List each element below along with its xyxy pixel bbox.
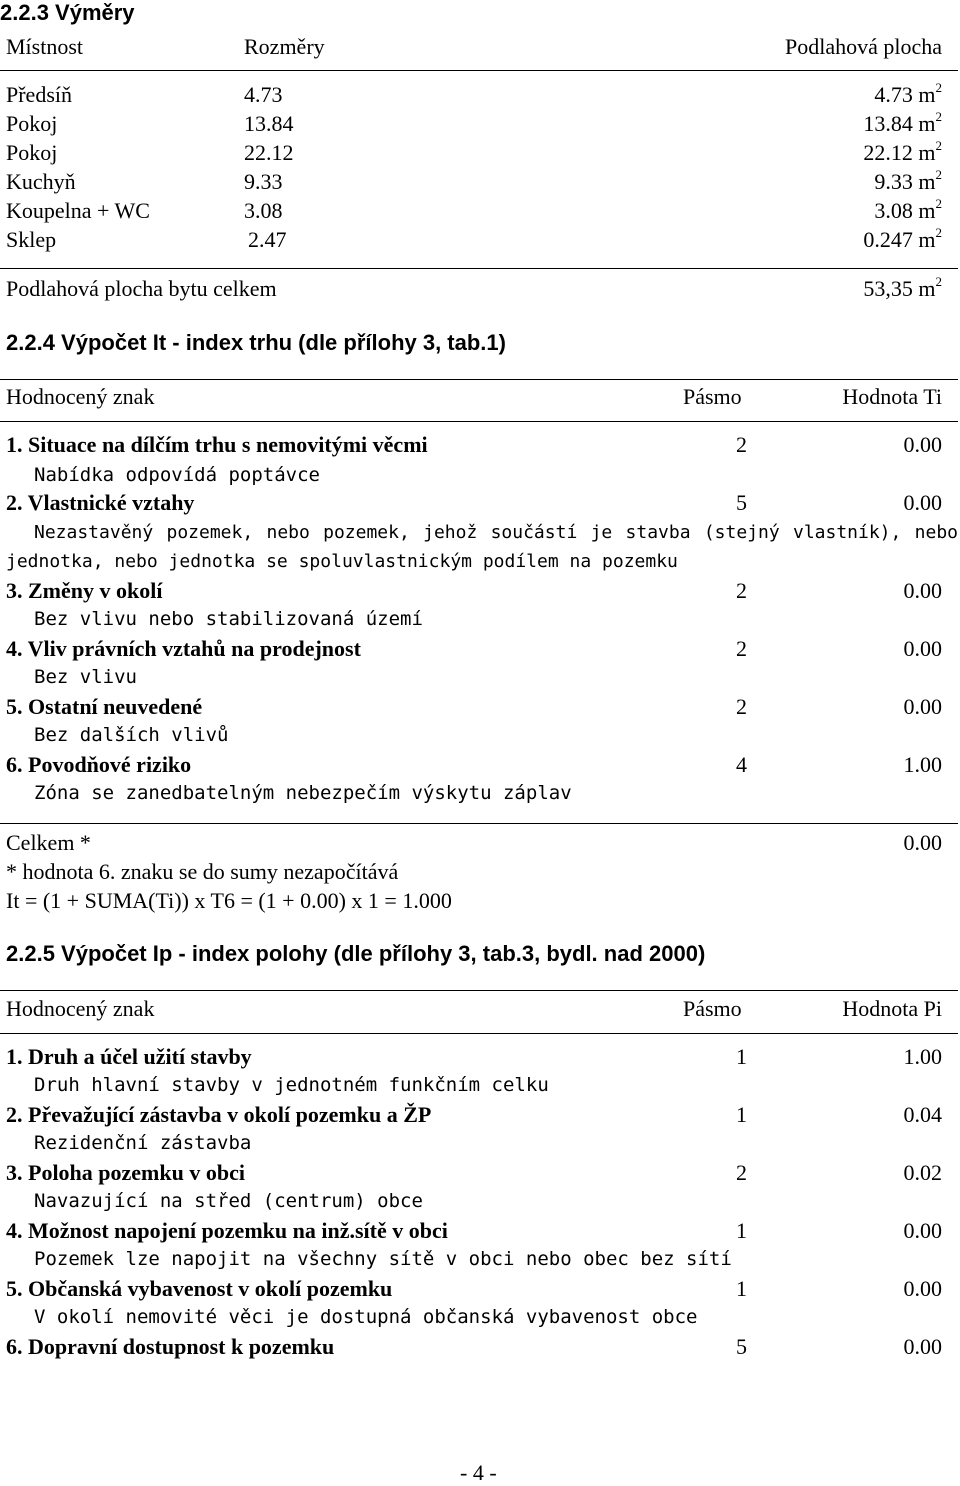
item-desc: Bez vlivu nebo stabilizovaná území: [34, 608, 423, 630]
it-heading: 2.2.4 Výpočet It - index trhu (dle přílohy 3, tab.1): [6, 330, 506, 355]
col-header-area: Podlahová plocha: [784, 34, 942, 59]
item-desc: Bez vlivu: [34, 666, 137, 688]
item-title: 4. Vliv právních vztahů na prodejnost: [6, 636, 361, 661]
item-hodnota: 0.00: [903, 490, 942, 515]
room-dims: 4.73: [244, 82, 283, 107]
item-desc: Nabídka odpovídá poptávce: [34, 464, 320, 486]
total-area-label: Podlahová plocha bytu celkem: [6, 276, 277, 301]
divider: [0, 268, 958, 269]
it-total-value: 0.00: [903, 830, 942, 855]
item-pasmo: 4: [736, 752, 747, 777]
room-dims: 3.08: [244, 198, 283, 223]
col-header-room: Místnost: [6, 34, 84, 59]
item-desc: V okolí nemovité věci je dostupná občanská vybavenost obce: [34, 1306, 698, 1328]
item-pasmo: 1: [736, 1044, 747, 1069]
item-pasmo: 1: [736, 1276, 747, 1301]
item-hodnota: 0.02: [903, 1160, 942, 1185]
vymery-heading: 2.2.3 Výměry: [0, 0, 135, 25]
divider: [0, 70, 958, 71]
room-area: 13.84 $m^2$: [863, 109, 942, 136]
divider: [0, 990, 958, 991]
room-area: 9.33 $m^2$: [874, 167, 942, 194]
room-name: Pokoj: [6, 140, 58, 165]
col-header-hodnota: Hodnota Ti: [842, 384, 942, 409]
item-title: 4. Možnost napojení pozemku na inž.sítě v obci: [6, 1218, 448, 1243]
col-header-pasmo: Pásmo: [683, 384, 742, 409]
item-desc-continued: jednotka, nebo jednotka se spoluvlastnickým podílem na pozemku: [6, 551, 678, 572]
col-header-znak: Hodnocený znak: [6, 384, 155, 409]
room-dims: 9.33: [244, 169, 283, 194]
room-area: 3.08 $m^2$: [874, 196, 942, 223]
item-pasmo: 2: [736, 694, 747, 719]
item-hodnota: 0.00: [903, 578, 942, 603]
item-pasmo: 2: [736, 636, 747, 661]
item-pasmo: 2: [736, 432, 747, 457]
room-name: Předsíň: [6, 82, 72, 107]
item-title: 5. Ostatní neuvedené: [6, 694, 203, 719]
room-area: 22.12 $m^2$: [863, 138, 942, 165]
room-area: 4.73 $m^2$: [874, 80, 942, 107]
item-title: 3. Poloha pozemku v obci: [6, 1160, 245, 1185]
item-desc: Bez dalších vlivů: [34, 724, 229, 746]
item-pasmo: 5: [736, 1334, 747, 1359]
room-name: Kuchyň: [6, 169, 76, 194]
divider: [0, 379, 958, 380]
col-header-znak: Hodnocený znak: [6, 996, 155, 1021]
divider: [0, 823, 958, 824]
page-number: - 4 -: [460, 1460, 497, 1485]
it-total-label: Celkem *: [6, 830, 91, 855]
room-dims: 13.84: [244, 111, 294, 136]
divider: [0, 1033, 958, 1034]
item-desc: Nezastavěný pozemek, nebo pozemek, jehož součástí je stavba (stejný vlastník), nebo: [34, 522, 958, 543]
total-area-value: 53,35 $m^2$: [863, 274, 942, 301]
item-hodnota: 0.00: [903, 1276, 942, 1301]
it-formula: It = (1 + SUMA(Ti)) x T6 = (1 + 0.00) x 1 = 1.000: [6, 888, 452, 913]
item-title: 3. Změny v okolí: [6, 578, 163, 603]
room-dims: 2.47: [248, 227, 287, 252]
item-desc: Druh hlavní stavby v jednotném funkčním celku: [34, 1074, 549, 1096]
room-name: Koupelna + WC: [6, 198, 150, 223]
item-pasmo: 1: [736, 1218, 747, 1243]
item-pasmo: 2: [736, 578, 747, 603]
col-header-hodnota: Hodnota Pi: [842, 996, 942, 1021]
item-desc: Pozemek lze napojit na všechny sítě v obci nebo obec bez sítí: [34, 1248, 732, 1270]
item-title: 6. Povodňové riziko: [6, 752, 192, 777]
ip-heading: 2.2.5 Výpočet Ip - index polohy (dle přílohy 3, tab.3, bydl. nad 2000): [6, 941, 706, 966]
divider: [0, 421, 958, 422]
item-hodnota: 1.00: [903, 1044, 942, 1069]
item-title: 5. Občanská vybavenost v okolí pozemku: [6, 1276, 393, 1301]
room-area: 0.247 $m^2$: [863, 225, 942, 252]
item-title: 6. Dopravní dostupnost k pozemku: [6, 1334, 335, 1359]
item-title: 1. Situace na dílčím trhu s nemovitými věcmi: [6, 432, 428, 457]
item-pasmo: 1: [736, 1102, 747, 1127]
item-hodnota: 0.00: [903, 1334, 942, 1359]
room-dims: 22.12: [244, 140, 294, 165]
item-desc: Navazující na střed (centrum) obce: [34, 1190, 423, 1212]
item-hodnota: 0.00: [903, 432, 942, 457]
item-title: 2. Převažující zástavba v okolí pozemku a ŽP: [6, 1102, 432, 1127]
item-pasmo: 5: [736, 490, 747, 515]
item-title: 2. Vlastnické vztahy: [6, 490, 195, 515]
item-hodnota: 0.04: [903, 1102, 942, 1127]
col-header-dims: Rozměry: [244, 34, 325, 59]
item-hodnota: 0.00: [903, 1218, 942, 1243]
room-name: Pokoj: [6, 111, 58, 136]
item-pasmo: 2: [736, 1160, 747, 1185]
room-name: Sklep: [6, 227, 57, 252]
item-desc: Rezidenční zástavba: [34, 1132, 252, 1154]
item-desc: Zóna se zanedbatelným nebezpečím výskytu záplav: [34, 782, 572, 804]
col-header-pasmo: Pásmo: [683, 996, 742, 1021]
item-title: 1. Druh a účel užití stavby: [6, 1044, 252, 1069]
it-note: * hodnota 6. znaku se do sumy nezapočítává: [6, 859, 399, 884]
item-hodnota: 1.00: [903, 752, 942, 777]
item-hodnota: 0.00: [903, 694, 942, 719]
item-hodnota: 0.00: [903, 636, 942, 661]
